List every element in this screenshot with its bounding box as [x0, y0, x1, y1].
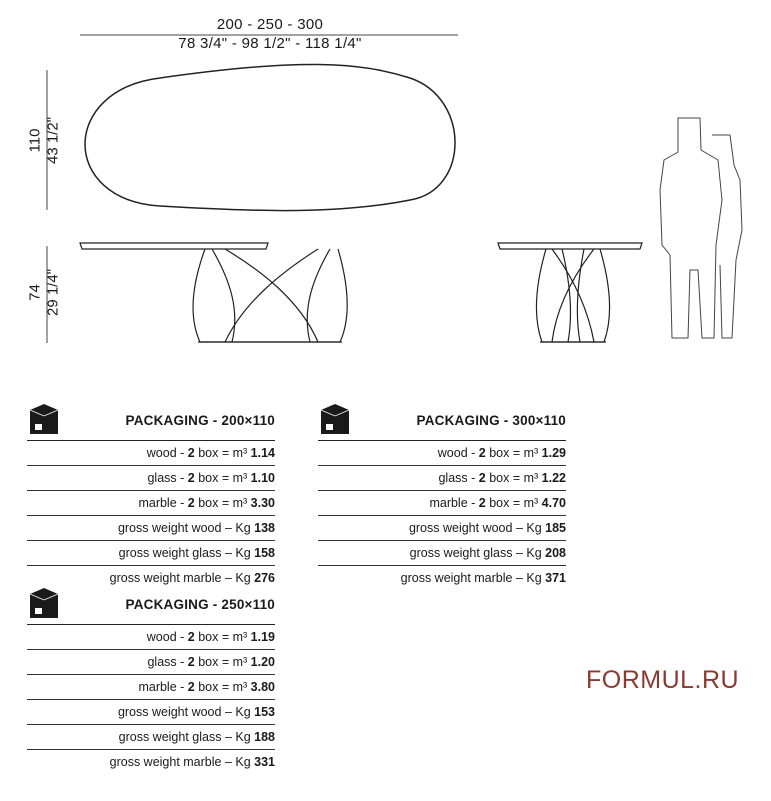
row-value: 188 [254, 730, 275, 744]
row-bold: 2 [478, 471, 486, 485]
row-value: 185 [545, 521, 566, 535]
row-label: gross weight marble – Kg [400, 571, 546, 585]
row-bold: 2 [187, 446, 195, 460]
row-mid: box = m³ [485, 446, 542, 460]
row-label: gross weight glass – Kg [118, 546, 255, 560]
row-label: marble - [429, 496, 479, 510]
row-mid: box = m³ [485, 471, 542, 485]
packaging-row [27, 491, 275, 516]
packaging-row [27, 441, 275, 466]
row-mid: box = m³ [194, 496, 251, 510]
packaging-row [27, 466, 275, 491]
row-mid: box = m³ [194, 630, 251, 644]
row-label: gross weight marble – Kg [109, 571, 255, 585]
brand-text: FORMUL.RU [586, 666, 740, 694]
row-value: 138 [254, 521, 275, 535]
row-value: 1.22 [541, 471, 566, 485]
packaging-row [318, 516, 566, 541]
row-bold: 2 [187, 471, 195, 485]
row-value: 158 [254, 546, 275, 560]
row-value: 153 [254, 705, 275, 719]
packaging-row [318, 441, 566, 466]
packaging-row [27, 625, 275, 650]
row-mid: box = m³ [194, 655, 251, 669]
row-mid: box = m³ [485, 496, 542, 510]
row-label: gross weight wood – Kg [117, 705, 255, 719]
row-label: wood - [146, 446, 188, 460]
packaging-row [27, 566, 275, 590]
row-value: 1.14 [250, 446, 275, 460]
table-side-elevation [498, 243, 642, 342]
row-value: 1.20 [250, 655, 275, 669]
row-mid: box = m³ [194, 446, 251, 460]
packaging-rows [27, 441, 275, 590]
row-label: gross weight glass – Kg [409, 546, 546, 560]
length-in-label: 78 3/4" - 98 1/2" - 118 1/4" [178, 35, 362, 52]
packaging-rows [318, 441, 566, 590]
row-bold: 2 [478, 496, 486, 510]
packaging-row [318, 466, 566, 491]
packaging-title: PACKAGING - 300×110 [416, 413, 566, 428]
row-value: 3.80 [250, 680, 275, 694]
row-value: 4.70 [541, 496, 566, 510]
row-label: wood - [437, 446, 479, 460]
row-mid: box = m³ [194, 471, 251, 485]
table-top-view [85, 64, 455, 210]
row-bold: 2 [187, 655, 195, 669]
row-label: marble - [138, 496, 188, 510]
row-label: gross weight wood – Kg [117, 521, 255, 535]
row-value: 331 [254, 755, 275, 769]
row-value: 3.30 [250, 496, 275, 510]
height-in-label: 29 1/4" [44, 268, 62, 317]
row-label: gross weight marble – Kg [109, 755, 255, 769]
row-label: gross weight glass – Kg [118, 730, 255, 744]
row-value: 276 [254, 571, 275, 585]
package-box-icon [27, 400, 61, 438]
width-cm-label: 110 [26, 128, 44, 153]
row-label: glass - [147, 471, 188, 485]
packaging-row [318, 491, 566, 516]
packaging-row [27, 725, 275, 750]
row-value: 1.29 [541, 446, 566, 460]
width-in-label: 43 1/2" [44, 116, 62, 165]
row-value: 371 [545, 571, 566, 585]
row-value: 208 [545, 546, 566, 560]
packaging-row [27, 700, 275, 725]
packaging-block-300 [318, 404, 566, 590]
packaging-block-200 [27, 404, 275, 590]
row-label: gross weight wood – Kg [408, 521, 546, 535]
package-box-icon [318, 400, 352, 438]
table-front-elevation [80, 243, 347, 342]
row-bold: 2 [187, 630, 195, 644]
row-bold: 2 [187, 496, 195, 510]
technical-drawing [0, 0, 771, 400]
row-bold: 2 [187, 680, 195, 694]
row-bold: 2 [478, 446, 486, 460]
packaging-row [27, 650, 275, 675]
row-label: marble - [138, 680, 188, 694]
length-cm-label: 200 - 250 - 300 [216, 16, 324, 33]
package-box-icon [27, 584, 61, 622]
packaging-row [318, 566, 566, 590]
packaging-row [27, 675, 275, 700]
packaging-row [318, 541, 566, 566]
packaging-title: PACKAGING - 200×110 [125, 413, 275, 428]
packaging-row [27, 750, 275, 774]
packaging-rows [27, 625, 275, 774]
packaging-title: PACKAGING - 250×110 [125, 597, 275, 612]
row-value: 1.10 [250, 471, 275, 485]
row-mid: box = m³ [194, 680, 251, 694]
row-label: glass - [147, 655, 188, 669]
human-scale-figures [660, 118, 742, 338]
height-cm-label: 74 [26, 284, 44, 301]
row-label: wood - [146, 630, 188, 644]
row-label: glass - [438, 471, 479, 485]
row-value: 1.19 [250, 630, 275, 644]
packaging-row [27, 516, 275, 541]
packaging-row [27, 541, 275, 566]
packaging-block-250 [27, 588, 275, 774]
